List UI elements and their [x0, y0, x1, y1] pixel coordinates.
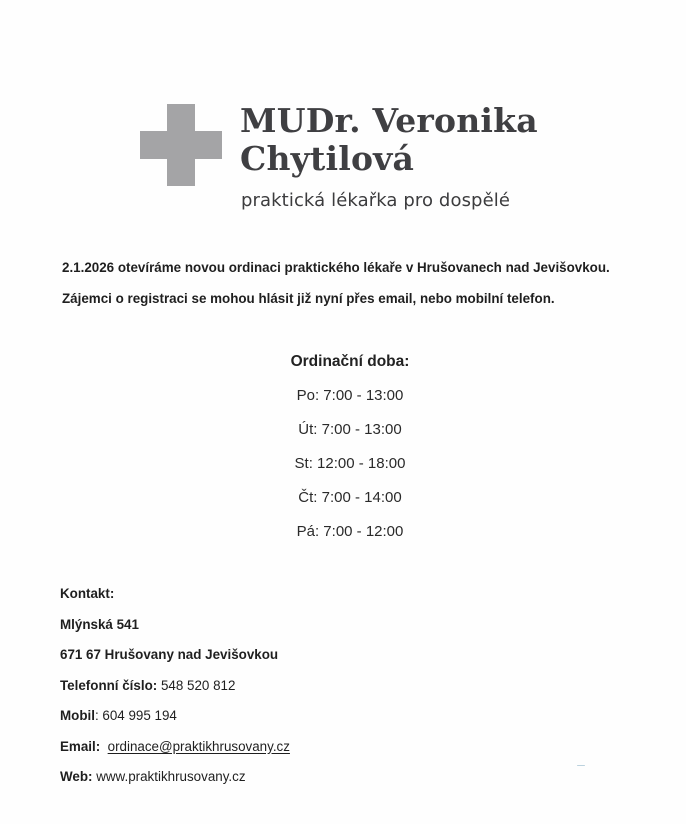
contact-street: Mlýnská 541	[60, 616, 139, 632]
office-hours-row-wednesday: St: 12:00 - 18:00	[294, 455, 406, 472]
mobile-value: : 604 995 194	[94, 708, 177, 723]
web-value: www.praktikhrusovany.cz	[92, 769, 246, 784]
doctor-name-line1: MUDr. Veronika	[240, 101, 538, 140]
contact-email	[60, 738, 290, 769]
office-hours-title: Ordinační doba:	[290, 353, 410, 370]
doctor-name-line2: Chytilová	[240, 139, 415, 178]
contact-mobile	[60, 707, 290, 738]
office-hours-row-friday: Pá: 7:00 - 12:00	[296, 523, 404, 540]
web-label: Web:	[60, 769, 93, 784]
contact-title: Kontakt:	[60, 586, 115, 601]
office-hours-row-tuesday: Út: 7:00 - 13:00	[298, 421, 402, 438]
opening-announcement: 2.1.2026 otevíráme novou ordinaci praktického lékaře v Hrušovanech nad Jevišovkou.	[62, 260, 610, 275]
contact-web	[60, 768, 290, 799]
scan-speck	[577, 765, 585, 766]
office-hours	[250, 352, 450, 556]
doctor-specialty: praktická lékařka pro dospělé	[241, 190, 511, 211]
mobile-label: Mobil	[60, 708, 95, 723]
email-link[interactable]: ordinace@praktikhrusovany.cz	[107, 738, 290, 754]
contact-phone	[60, 677, 290, 708]
contact-city: 671 67 Hrušovany nad Jevišovkou	[60, 647, 279, 662]
phone-label: Telefonní číslo:	[60, 677, 158, 693]
contact-section	[60, 585, 290, 799]
medical-cross-icon	[140, 104, 222, 186]
office-hours-row-thursday: Čt: 7:00 - 14:00	[298, 489, 402, 506]
phone-value: 548 520 812	[157, 677, 236, 693]
email-label: Email:	[60, 738, 101, 754]
registration-note: Zájemci o registraci se mohou hlásit již nyní přes email, nebo mobilní telefon.	[62, 291, 555, 306]
office-hours-row-monday: Po: 7:00 - 13:00	[296, 387, 404, 404]
cross-horizontal-bar	[140, 131, 222, 159]
